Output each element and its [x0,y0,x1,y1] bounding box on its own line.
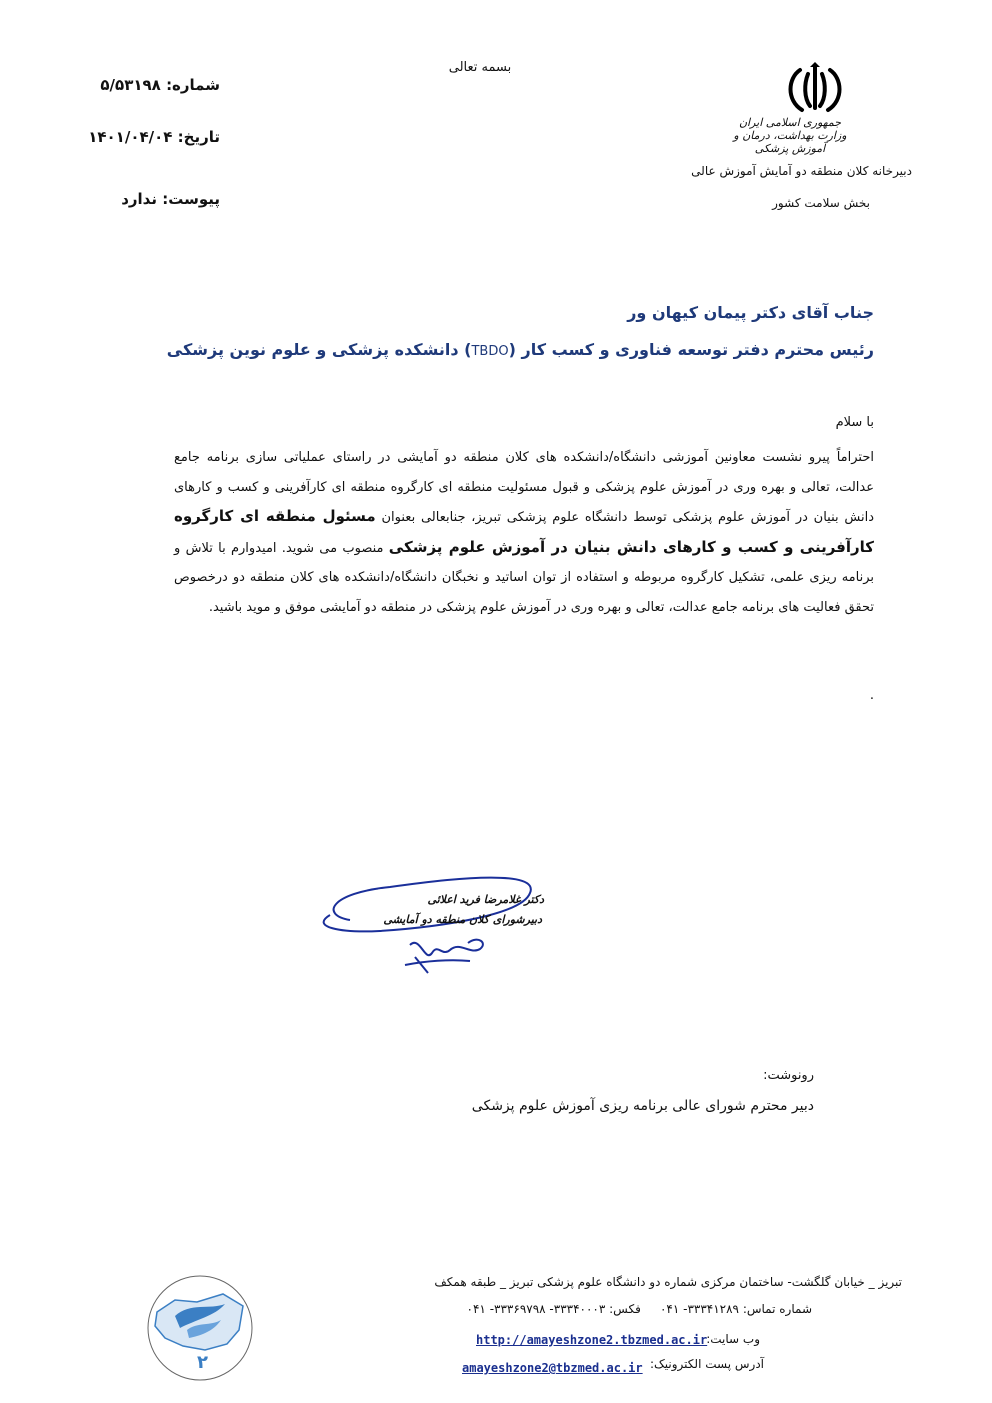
recipient-acronym: TBDO [471,344,509,359]
letter-date-label: تاریخ: [177,128,220,146]
body-paragraph-start: احتراماً پیرو نشست معاونین آموزشی دانشگاه/دانشکده های کلان منطقه دو آمایشی در راستای عملیاتی سازی برنامه جامع عدالت، تعالی و بهره وری در آموزش علوم پزشکی و قبول مسئولیت منطقه ای کارگروه منطقه ای کارآفرینی و کسب و کارهای دانش بنیان در آموزش علوم پزشکی توسط دانشگاه علوم پزشکی تبریز، جنابعالی بعنوان [174,450,874,525]
letter-date-value: ۱۴۰۱/۰۴/۰۴ [88,128,173,146]
recipient-title [167,340,874,359]
ministry-line1: جمهوری اسلامی ایران [738,116,842,129]
phone-value: ۳۳۳۴۱۲۸۹- ۰۴۱ [659,1302,739,1316]
fax-value: ۳۳۳۴۰۰۰۳- ۳۳۳۶۹۷۹۸- ۰۴۱ [466,1302,606,1316]
letter-body [174,443,874,622]
footer-contact [467,1302,812,1316]
trailing-dot: . [869,688,874,703]
phone-label: شماره تماس: [742,1302,812,1316]
email-link[interactable]: amayeshzone2@tbzmed.ac.ir [462,1361,643,1375]
signatory-title: دبیرشورای کلان منطقه دو آمایشی [383,913,542,926]
recipient-title-part1: رئیس محترم دفتر توسعه فناوری و کسب کار ( [508,340,874,359]
secretariat-name: دبیرخانه کلان منطقه دو آمایش آموزش عالی [691,164,912,178]
letter-attachment-label: پیوست: [162,190,220,208]
letter-attachment [121,190,220,208]
ministry-line2: وزارت بهداشت، درمان و آموزش پزشکی [733,129,847,155]
letter-attachment-value: ندارد [121,190,157,208]
body-paragraph-end: منصوب می شوید. امیدوارم با تلاش و برنامه ریزی علمی، تشکیل کارگروه مربوطه و استفاده از توان اساتید و نخبگان دانشگاه/دانشکده های کلان منطقه دو درخصوص تحقق فعالیت های برنامه جامع عدالت، تعالی و بهره وری در آموزش علوم پزشکی در منطقه دو آمایشی موفق و موید باشید. [174,540,874,615]
letter-number [100,76,220,94]
letter-number-value: ۵/۵۳۱۹۸ [100,76,161,94]
recipient-name: جناب آقای دکتر پیمان کیهان ور [627,303,874,322]
ministry-name [730,116,850,155]
website-link[interactable]: http://amayeshzone2.tbzmed.ac.ir [476,1333,708,1347]
footer-address: تبریز _ خیابان گلگشت- ساختمان مرکزی شماره دو دانشگاه علوم پزشکی تبریز _ طبقه همکف [434,1275,902,1289]
letter-date [88,128,220,146]
zone2-logo-icon [135,1272,265,1384]
footer-email-label: آدرس پست الکترونیک: [650,1357,764,1371]
letter-number-label: شماره: [166,76,220,94]
bismillah-header: بسمه تعالی [448,60,512,75]
cc-recipient: دبیر محترم شورای عالی برنامه ریزی آموزش علوم پزشکی [471,1098,814,1114]
section-name: بخش سلامت کشور [772,196,870,210]
iran-emblem-icon [770,62,860,117]
fax-label: فکس: [609,1302,641,1316]
greeting: با سلام [835,415,874,430]
svg-text:۲: ۲ [197,1352,208,1373]
signatory-name: دکتر غلامرضا فرید اعلائی [427,893,544,906]
footer-website-label: وب سایت: [706,1332,760,1346]
body-paragraph-bold: مسئول منطقه ای کارگروه کارآفرینی و کسب و کارهای دانش بنیان در آموزش علوم پزشکی [174,507,874,556]
cc-label: رونوشت: [763,1068,814,1083]
recipient-title-part2: ) دانشکده پزشکی و علوم نوین پزشکی [166,340,472,359]
